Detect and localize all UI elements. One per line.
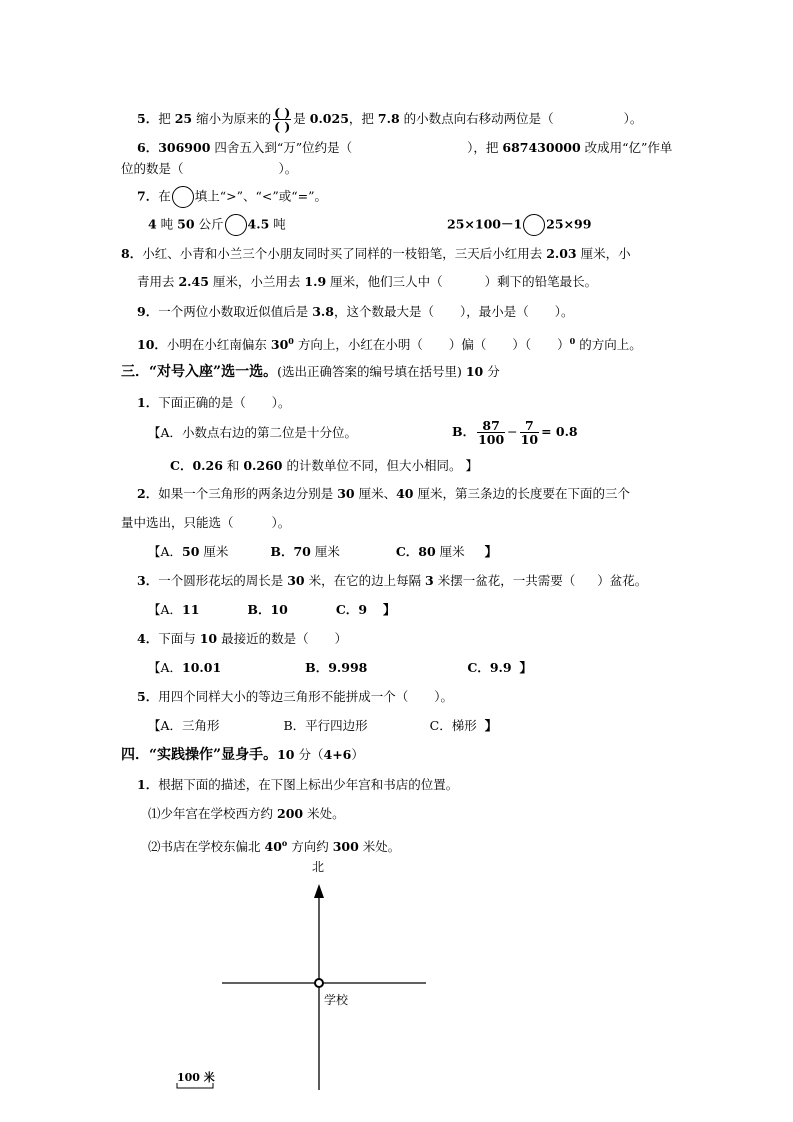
section-4-heading: 四．“实践操作”显身手。10 分（4+6） [121, 747, 364, 763]
option-a[interactable]: 【A．10.01 [148, 660, 222, 675]
question-7: 7．在 填上“>”、“<”或“=”。 [137, 186, 327, 208]
question-7-right: 25×100－1 25×99 [447, 214, 591, 236]
question-6: 6．306900 四舍五入到“万”位约是（ ），把 687430000 改成用“亿”作单 [137, 140, 673, 155]
option-b[interactable]: B．10 [247, 602, 288, 617]
question-10: 10．小明在小红南偏东 $30^0$ 方向上，小红在小明（ ）偏（ ）（ ）$^0$ 的方向上。 [137, 336, 642, 353]
s4-question-1: 1．根据下面的描述，在下图上标出少年宫和书店的位置。 [137, 777, 459, 792]
option-c[interactable]: C．80 厘米 [395, 544, 465, 559]
north-arrow-icon [314, 884, 324, 898]
question-9: 9．一个两位小数取近似值后是 3.8，这个数最大是（ ），最小是（ ）。 [137, 304, 574, 319]
question-8-line2: 青用去 2.45 厘米，小兰用去 1.9 厘米，他们三人中（ ）剩下的铅笔最长。 [137, 274, 598, 289]
question-5: 5．把 25 缩小为原来的 $\frac{( )}{( )}$ 是 0.025，把 7.8 的小数点向右移动两位是（ ）。 [137, 105, 643, 134]
s3-q3-options: 【A．11 B．10 C．9 】 [148, 602, 396, 617]
option-c[interactable]: C．梯形 [429, 718, 477, 733]
option-a[interactable]: 【A．50 厘米 [148, 544, 229, 559]
question-7-left: 4 吨 50 公斤 4.5 吨 [148, 214, 286, 236]
school-label: 学校 [324, 993, 349, 1007]
s3-question-5: 5．用四个同样大小的等边三角形不能拼成一个（ ）。 [137, 689, 453, 704]
option-b[interactable]: B．9.998 [305, 660, 368, 675]
option-c[interactable]: C．9 [335, 602, 368, 617]
s3-q1-option-c[interactable]: C．0.26 和 0.260 的计数单位不同，但大小相同。 】 [170, 458, 478, 473]
option-a[interactable]: 【A．三角形 [148, 718, 220, 733]
s3-q5-options: 【A．三角形 B．平行四边形 C．梯形 】 [148, 718, 498, 733]
option-a[interactable]: 【A．11 [148, 602, 200, 617]
north-label: 北 [312, 860, 325, 874]
s3-q1-option-b[interactable]: B． $\frac{87}{100}$ − $\frac{7}{10}$ = 0.8 [452, 418, 578, 447]
section-3-heading: 三．“对号入座”选一选。(选出正确答案的编号填在括号里) 10 分 [121, 364, 500, 380]
s4-q1-item-2: ⑵书店在学校东偏北 40$^o$ 方向约 300 米处。 [148, 838, 401, 855]
question-8: 8．小红、小青和小兰三个小朋友同时买了同样的一枝铅笔，三天后小红用去 2.03 厘米，小 [121, 246, 631, 261]
option-b[interactable]: B．70 厘米 [270, 544, 340, 559]
option-c[interactable]: C．9.9 [467, 660, 512, 675]
s3-q4-options: 【A．10.01 B．9.998 C．9.9 】 [148, 660, 533, 675]
s3-question-1: 1．下面正确的是（ ）。 [137, 395, 291, 410]
s3-question-2-line2: 量中选出，只能选（ ）。 [121, 515, 291, 530]
s4-q1-item-1: ⑴少年宫在学校西方约 200 米处。 [148, 806, 345, 821]
s3-question-4: 4．下面与 10 最接近的数是（ ） [137, 631, 348, 646]
s3-q2-options: 【A．50 厘米 B．70 厘米 C．80 厘米 】 [148, 544, 498, 559]
s3-question-3: 3．一个圆形花坛的周长是 30 米，在它的边上每隔 3 米摆一盆花，一共需要（ ）盆花。 [137, 573, 648, 588]
blank-fraction[interactable]: $\frac{( )}{( )}$ [274, 105, 291, 134]
scale-label: 100 米 [177, 1071, 215, 1084]
option-b[interactable]: B．平行四边形 [283, 718, 368, 733]
school-point [315, 979, 323, 987]
s3-question-2: 2．如果一个三角形的两条边分别是 30 厘米、40 厘米，第三条边的长度要在下面的三个 [137, 486, 630, 501]
question-6-line2: 位的数是（ ）。 [121, 161, 298, 176]
s3-q1-option-a[interactable]: 【A．小数点右边的第二位是十分位。 [148, 425, 358, 440]
